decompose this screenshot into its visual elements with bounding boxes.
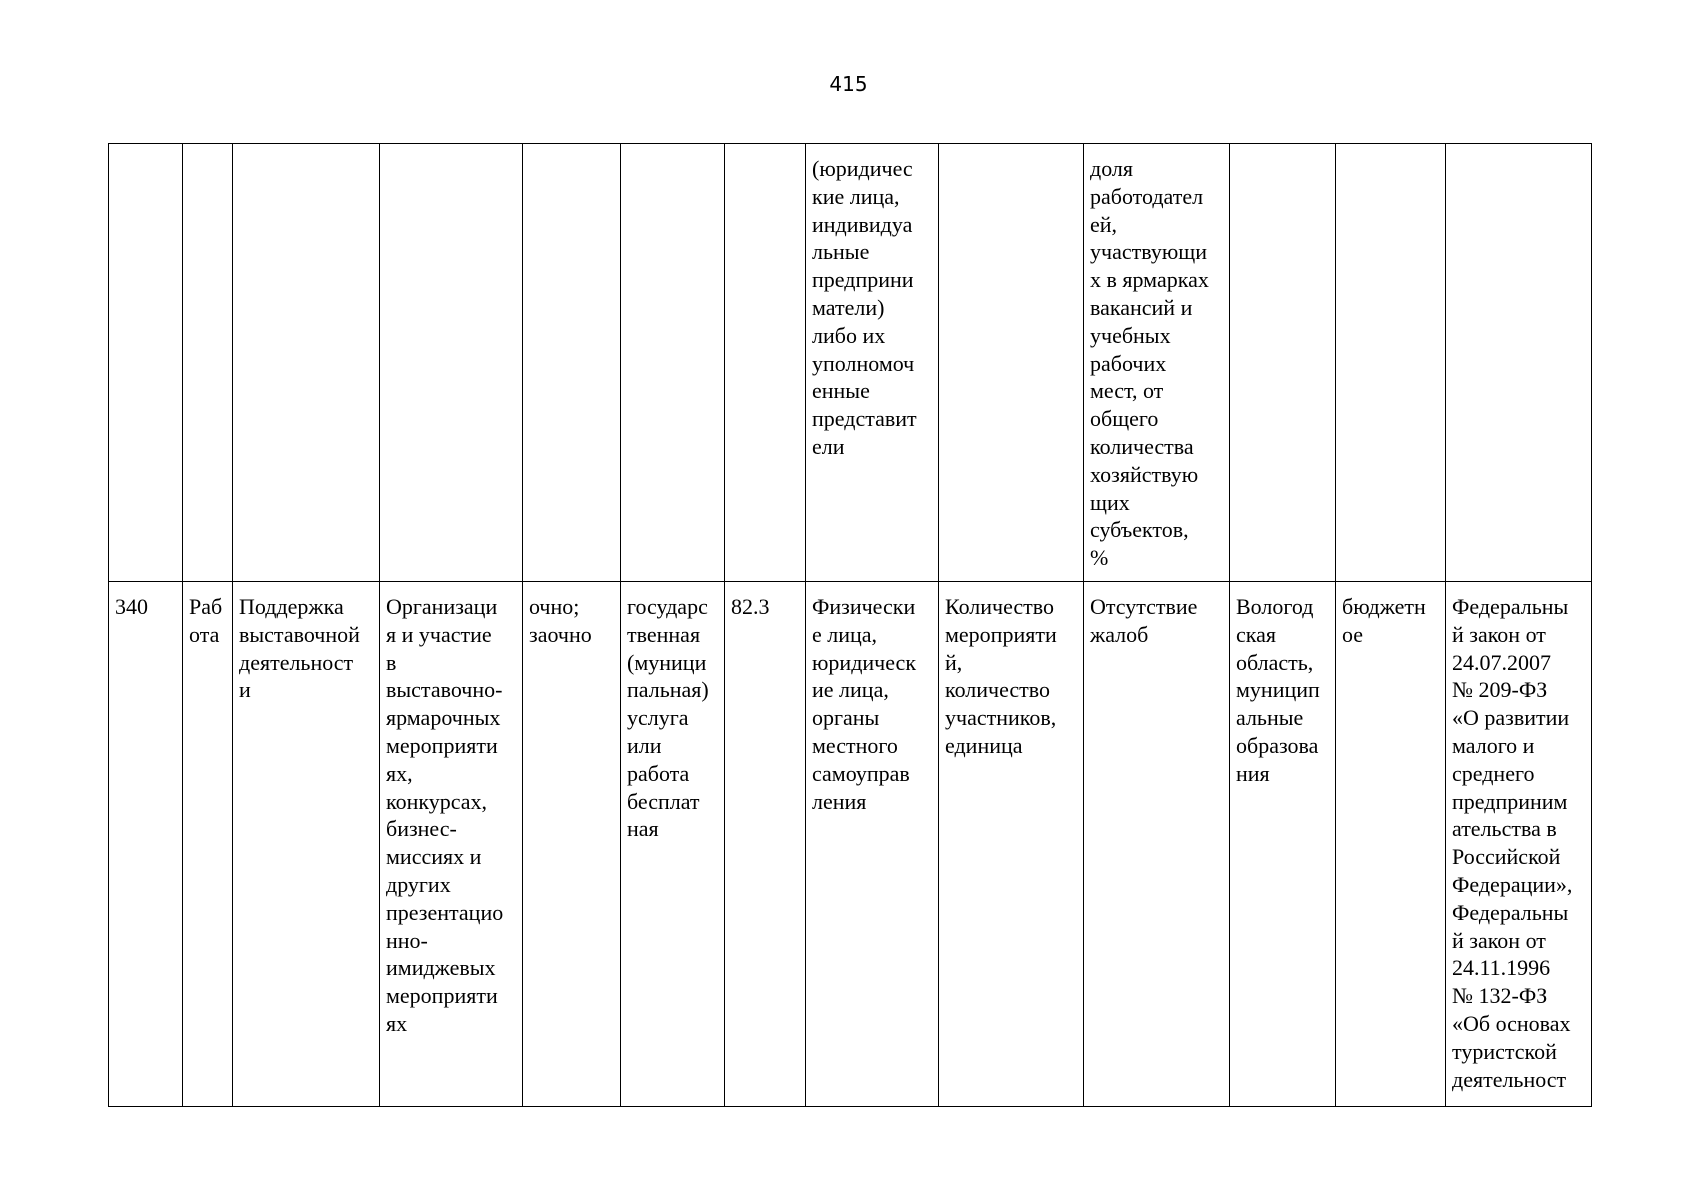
cell-code	[725, 144, 806, 582]
cell-content	[380, 144, 523, 582]
cell-legal-basis	[1446, 144, 1592, 582]
page-number: 415	[829, 72, 868, 96]
cell-legal-basis: Федеральны й закон от 24.07.2007 № 209-ФЗ «О развитии малого и среднего предприним ательства в Российской Федерации», Федеральны й закон от 24.11.1996 № 132-ФЗ «Об основах туристской деятельност	[1446, 582, 1592, 1107]
cell-number	[109, 144, 183, 582]
cell-content: Организаци я и участие в выставочно- ярмарочных мероприяти ях, конкурсах, бизнес- миссиях и других презентацио нно- имиджевых мероприяти ях	[380, 582, 523, 1107]
cell-kind	[621, 144, 725, 582]
cell-quality-indicator: Отсутствие жалоб	[1084, 582, 1230, 1107]
cell-name	[233, 144, 380, 582]
cell-type	[183, 144, 233, 582]
cell-code: 82.3	[725, 582, 806, 1107]
table-row-340	[109, 582, 1592, 1107]
cell-kind: государс твенная (муници пальная) услуга или работа бесплат ная	[621, 582, 725, 1107]
cell-provider	[1230, 144, 1336, 582]
cell-institution-type	[1336, 144, 1446, 582]
cell-provider: Вологод ская область, муницип альные образова ния	[1230, 582, 1336, 1107]
services-table	[108, 143, 1592, 1107]
cell-form: очно; заочно	[523, 582, 621, 1107]
cell-volume-indicator	[939, 144, 1084, 582]
cell-quality-indicator: доля работодател ей, участвующи х в ярмарках вакансий и учебных рабочих мест, от общего количества хозяйствую щих субъектов, %	[1084, 144, 1230, 582]
cell-form	[523, 144, 621, 582]
cell-recipients: (юридичес кие лица, индивидуа льные предприни матели) либо их уполномоч енные представит ели	[806, 144, 939, 582]
cell-type: Раб ота	[183, 582, 233, 1107]
cell-volume-indicator: Количество мероприяти й, количество участников, единица	[939, 582, 1084, 1107]
cell-recipients: Физически е лица, юридическ ие лица, органы местного самоуправ ления	[806, 582, 939, 1107]
table-row-continued	[109, 144, 1592, 582]
cell-number: 340	[109, 582, 183, 1107]
cell-name: Поддержка выставочной деятельност и	[233, 582, 380, 1107]
cell-institution-type: бюджетн ое	[1336, 582, 1446, 1107]
